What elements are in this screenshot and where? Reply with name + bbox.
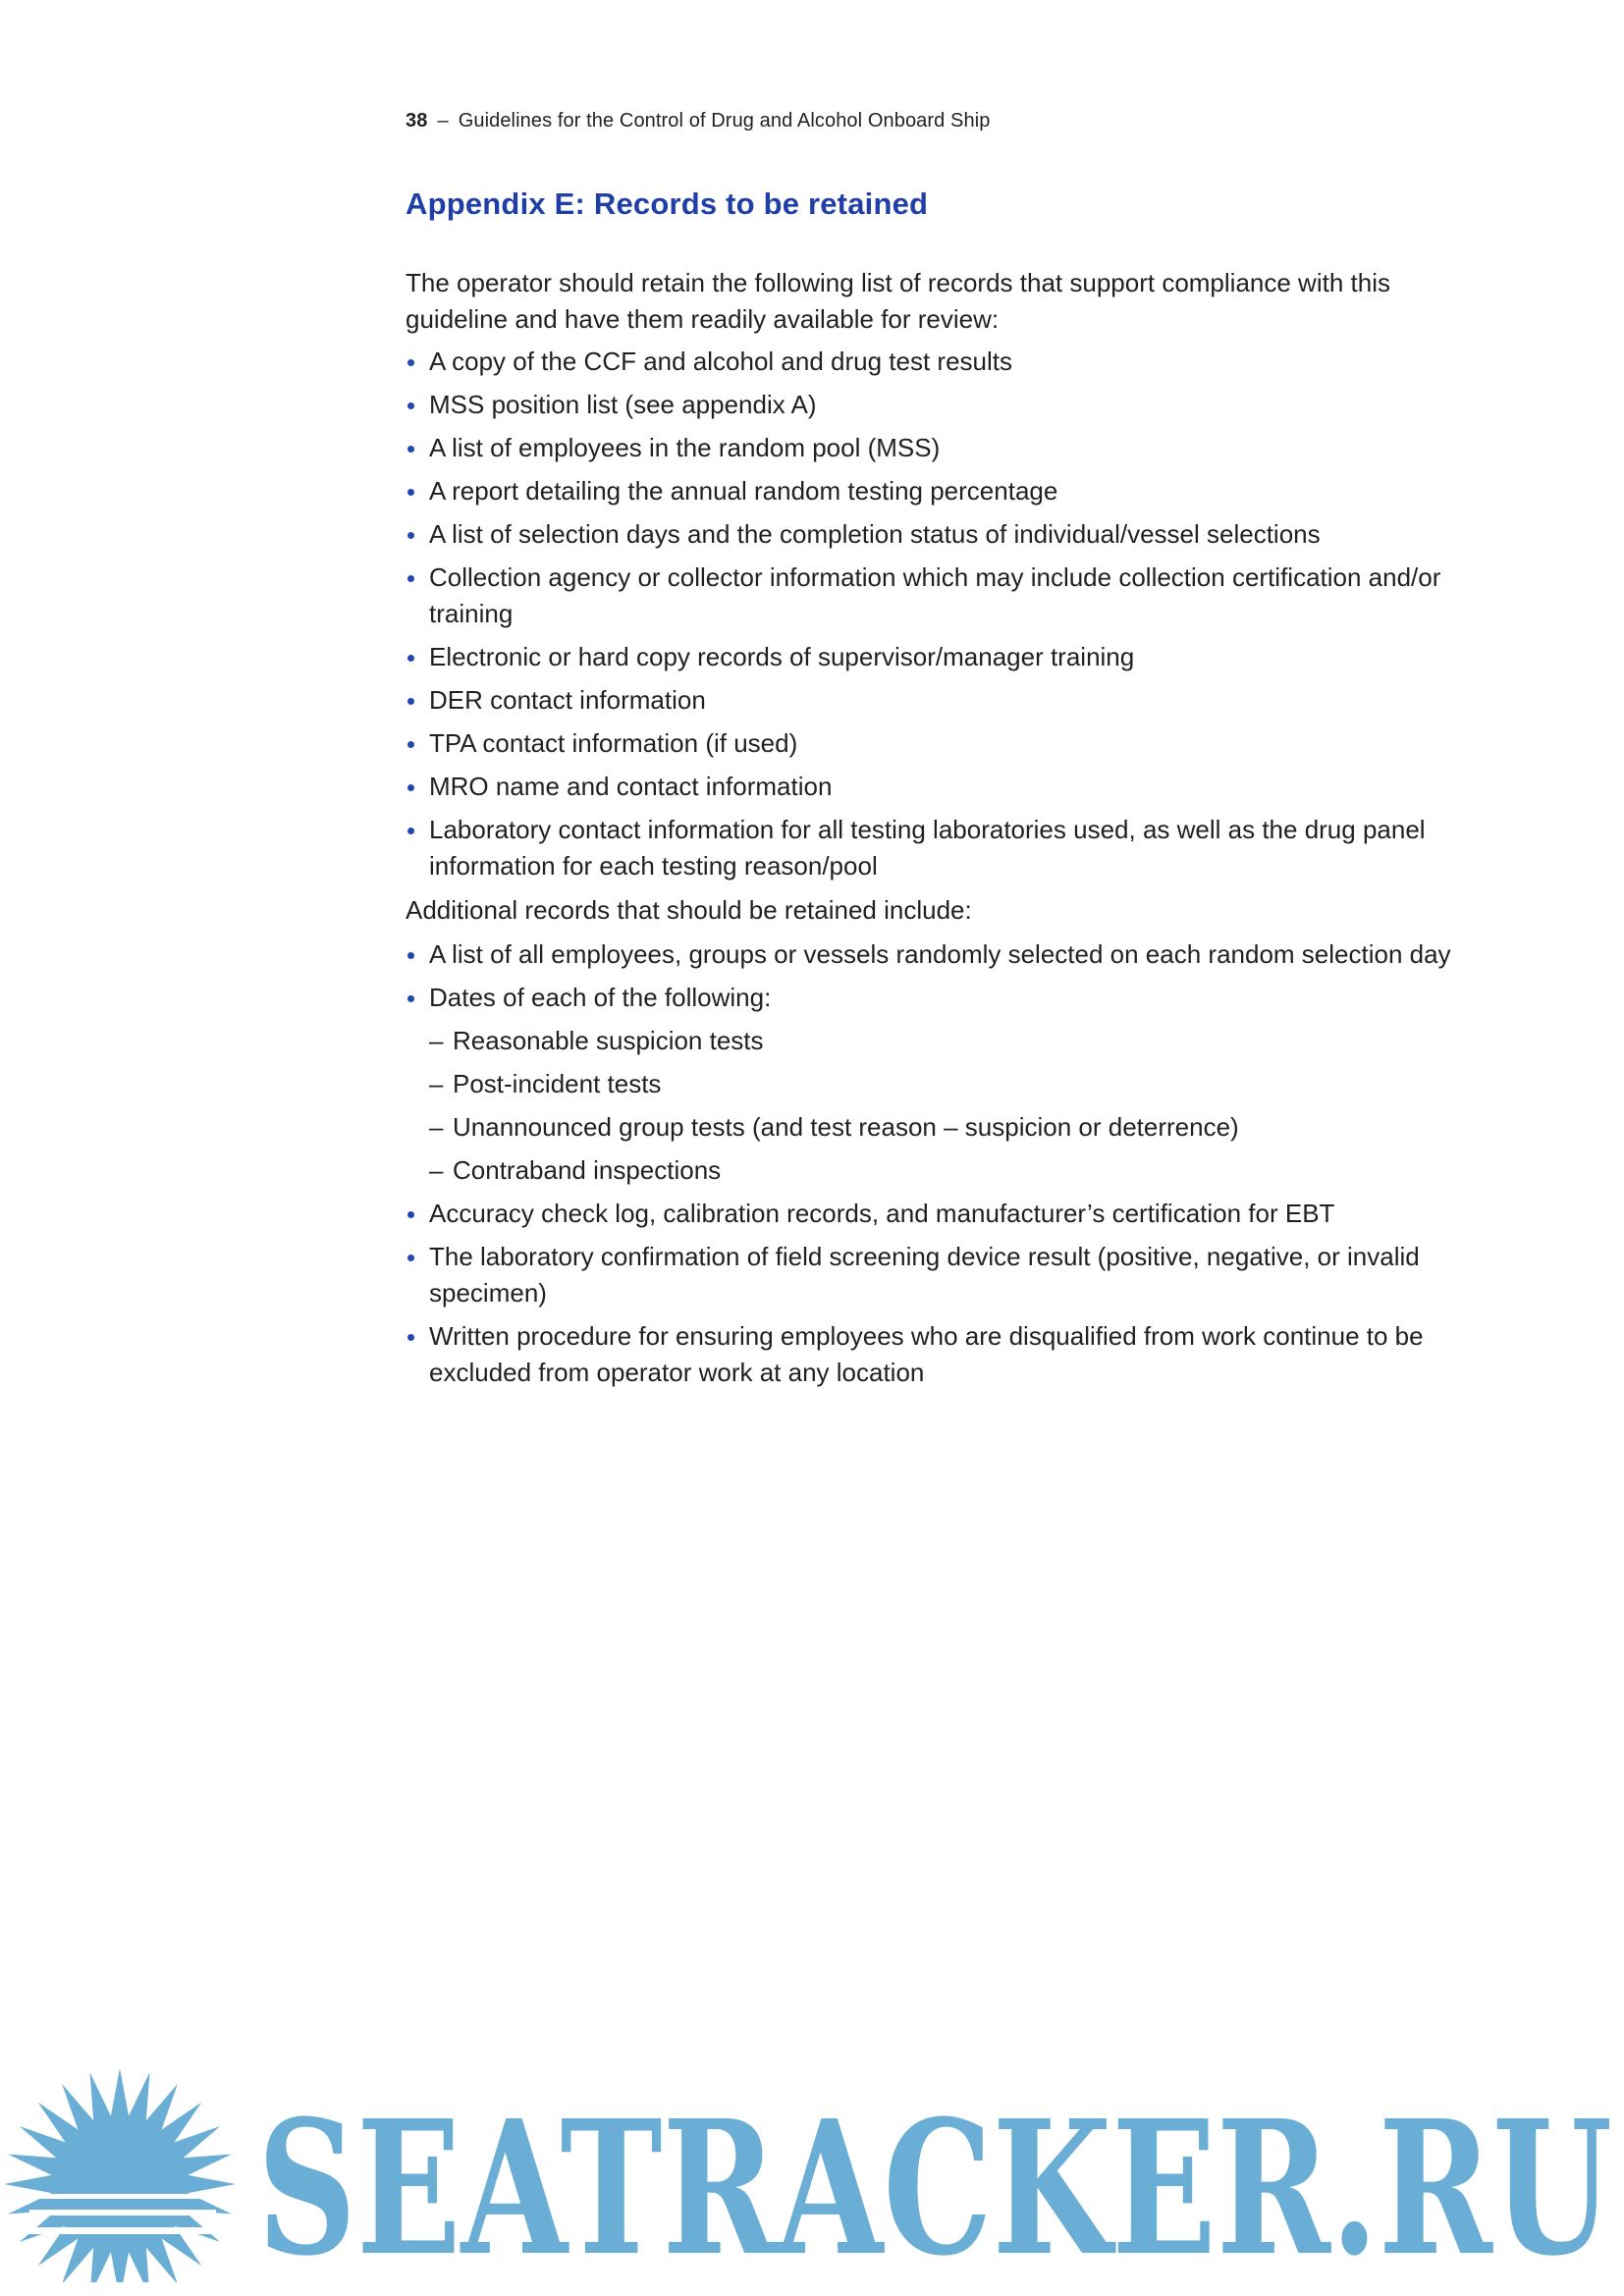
sub-list-item: – Contraband inspections	[429, 1152, 1495, 1189]
list-item: TPA contact information (if used)	[406, 725, 1495, 762]
list-item: MRO name and contact information	[406, 769, 1495, 805]
intro-paragraph: The operator should retain the following list of records that support compliance with this guideline and have them readily available for review:	[406, 268, 1390, 334]
running-header	[406, 110, 990, 133]
list-item: MSS position list (see appendix A)	[406, 387, 1495, 423]
additional-records-paragraph: Additional records that should be retained include:	[406, 895, 972, 925]
list-item: DER contact information	[406, 682, 1495, 719]
list-item: A copy of the CCF and alcohol and drug test results	[406, 344, 1495, 380]
list-item: Laboratory contact information for all testing laboratories used, as well as the drug panel information for each testing reason/pool	[406, 812, 1495, 884]
list-item: Written procedure for ensuring employees who are disqualified from work continue to be excluded from operator work at any location	[406, 1318, 1495, 1391]
main-content	[406, 265, 1495, 1398]
list-item: A report detailing the annual random testing percentage	[406, 473, 1495, 509]
list-item: A list of all employees, groups or vessels randomly selected on each random selection day	[406, 936, 1495, 973]
watermark-text: SEATRACKER.RU	[257, 2080, 1612, 2282]
sub-list-item: – Post-incident tests	[429, 1066, 1495, 1102]
list-item: A list of selection days and the completion status of individual/vessel selections	[406, 516, 1495, 553]
sub-list-item: – Unannounced group tests (and test reason – suspicion or deterrence)	[429, 1109, 1495, 1146]
sun-icon	[4, 2068, 236, 2282]
list-item: Electronic or hard copy records of supervisor/manager training	[406, 639, 1495, 675]
additional-records-list	[406, 936, 1495, 1391]
list-item-dates	[406, 980, 1495, 1189]
document-title: Guidelines for the Control of Drug and Alcohol Onboard Ship	[458, 110, 991, 132]
section-title: Appendix E: Records to be retained	[406, 187, 929, 221]
records-list	[406, 344, 1495, 884]
list-item: Collection agency or collector information which may include collection certification and/or training	[406, 560, 1495, 632]
watermark	[0, 2056, 1624, 2282]
list-item: Accuracy check log, calibration records, and manufacturer’s certification for EBT	[406, 1196, 1495, 1232]
list-item: A list of employees in the random pool (MSS)	[406, 430, 1495, 466]
header-separator: –	[437, 110, 449, 132]
page-number: 38	[406, 110, 428, 132]
list-item: The laboratory confirmation of field screening device result (positive, negative, or invalid specimen)	[406, 1239, 1495, 1311]
sub-list-item: – Reasonable suspicion tests	[429, 1023, 1495, 1059]
dates-sublist	[429, 1023, 1495, 1189]
list-item-label: Dates of each of the following:	[429, 983, 772, 1012]
